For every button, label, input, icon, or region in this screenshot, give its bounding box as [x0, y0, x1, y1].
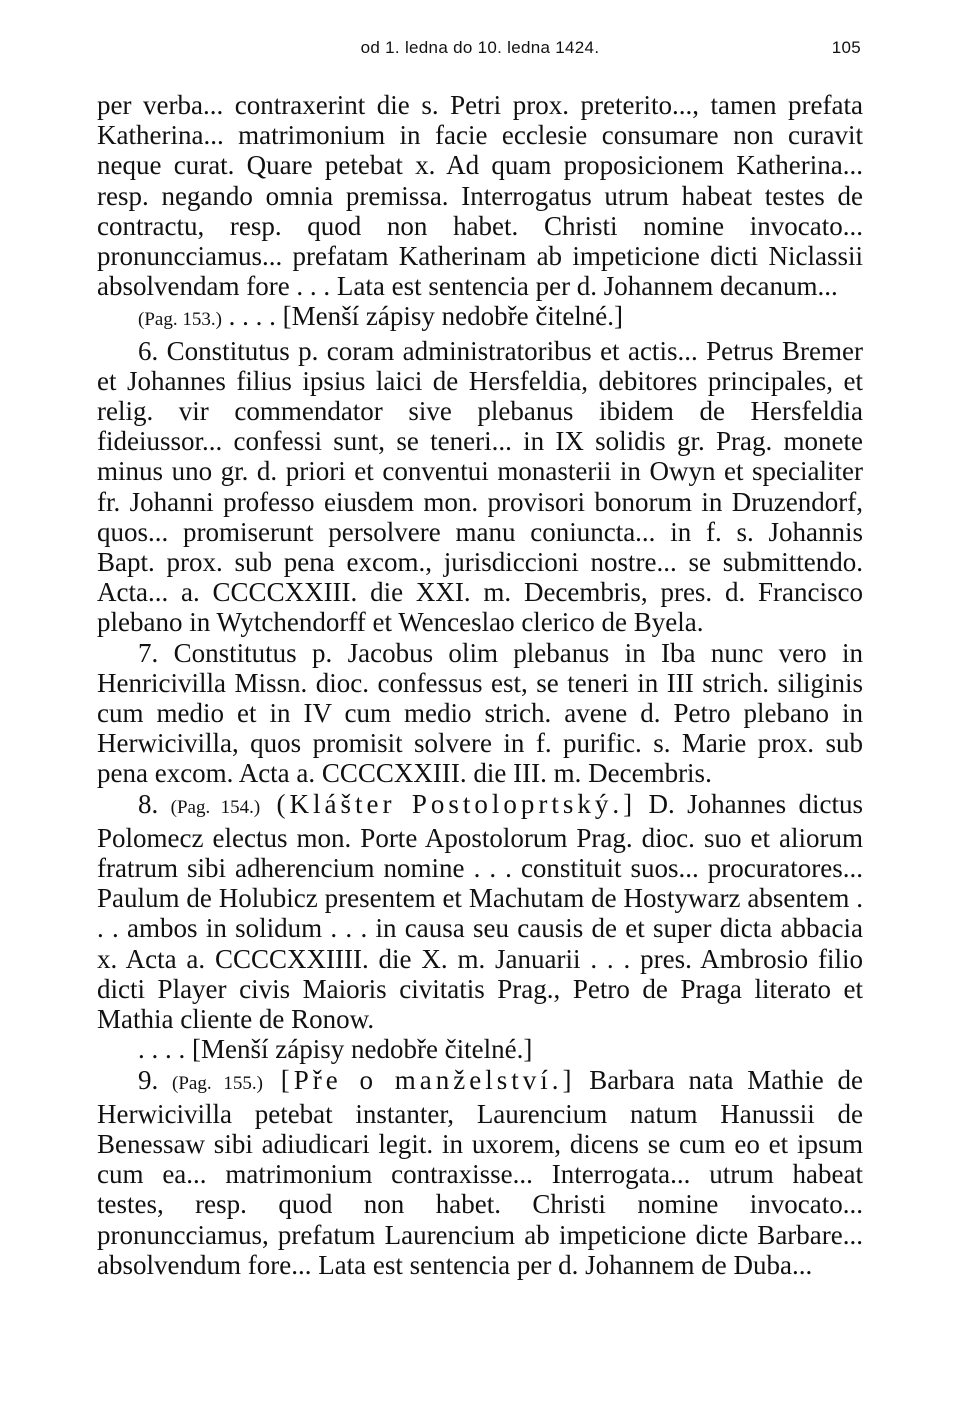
page-header [97, 38, 863, 62]
page-reference: (Pag. 153.) [138, 309, 222, 331]
page-reference: (Pag. 154.) [170, 796, 261, 818]
note-text: [Menší zápisy nedobře čitelné.] [282, 301, 624, 332]
ellipsis-dots: . . . . [221, 301, 283, 332]
running-head: od 1. ledna do 10. ledna 1424. [360, 38, 600, 57]
entry-text: Barbara nata Mathie de Herwicivilla petebat instanter, Laurencium natum Hanussii de Benessaw sibi adiudicari legit. in uxorem, dicens se cum eo et ipsum cum ea... matrimonium contraxisse... Interrogata... utrum habeat testes, resp. quod non habet. Christi nomine invocato... pronuncciamus, prefatum Laurencium ab impeticione dicte Barbare... absolvendum fore... Lata est sentencia per d. Johannem de Duba... [97, 1064, 863, 1280]
ellipsis-dots: . . . . [138, 1034, 192, 1065]
page-body [97, 90, 863, 1280]
note-text: [Menší zápisy nedobře čitelné.] [192, 1034, 533, 1065]
entry-8 [97, 789, 863, 1035]
entry-number: 9. [138, 1064, 173, 1095]
entry-9 [97, 1065, 863, 1280]
editorial-note-1 [97, 301, 863, 335]
page-reference: (Pag. 155.) [172, 1072, 263, 1094]
entry-heading: [Pře o manželství.] [262, 1064, 576, 1095]
entry-heading: (Klášter Postoloprtský.] [260, 788, 637, 819]
entry-6: 6. Constitutus p. coram administratoribus et actis... Petrus Bremer et Johannes filius ipsius laici de Hersfeldia, debitores principales, et relig. vir commendator sive plebanus ibidem de Hersfeldia fideiussor... confessi sunt, se teneri... in IX solidis gr. Prag. monete minus uno gr. d. priori et conventui monasterii in Owyn et specialiter fr. Johanni professo eiusdem mon. provisori bonorum in Druzendorf, quos... promiserunt persolvere manu coniuncta... in f. s. Johannis Bapt. prox. sub pena excom., jurisdiccioni nostre... se submittendo. Acta... a. CCCCXXIII. die XXI. m. Decembris, pres. d. Francisco plebano in Wytchendorff et Wenceslao clerico de Byela. [97, 335, 863, 638]
editorial-note-2 [97, 1034, 863, 1064]
paragraph-continuation: per verba... contraxerint die s. Petri prox. preterito..., tamen prefata Katherina... matrimonium in facie ecclesie consumare non curavit neque curat. Quare petebat x. Ad quam proposicionem Katherina... resp. negando omnia premissa. Interrogatus utrum habeat testes de contractu, resp. quod non habet. Christi nomine invocato... pronuncciamus... prefatam Katherinam ab impeticione dicti Niclassii absolvendam fore . . . Lata est sentencia per d. Johannem decanum... [97, 90, 863, 302]
entry-text: D. Johannes dictus Polomecz electus mon. Porte Apostolorum Prag. dioc. suo et aliorum fratrum sibi adherencium nomine . . . constituit suos... procuratores... Paulum de Holubicz presentem et Machutam de Hostywarz absentem . . . ambos in solidum . . . in causa seu causis de et super dicta abbacia x. Acta a. CCCCXXIIII. die X. m. Januarii . . . pres. Ambrosio filio dicti Player civis Maioris civitatis Prag., Petro de Praga literato et Mathia cliente de Ronow. [97, 788, 863, 1035]
page-number: 105 [831, 38, 861, 57]
entry-number: 8. [138, 788, 171, 819]
entry-7: 7. Constitutus p. Jacobus olim plebanus in Iba nunc vero in Henricivilla Missn. dioc. confessus est, se teneri in III strich. siliginis cum medio et in IV cum medio strich. avene d. Petro plebano in Herwicivilla, quos promisit solvere in f. purific. s. Marie prox. sub pena excom. Acta a. CCCCXXIII. die III. m. Decembris. [97, 637, 863, 789]
